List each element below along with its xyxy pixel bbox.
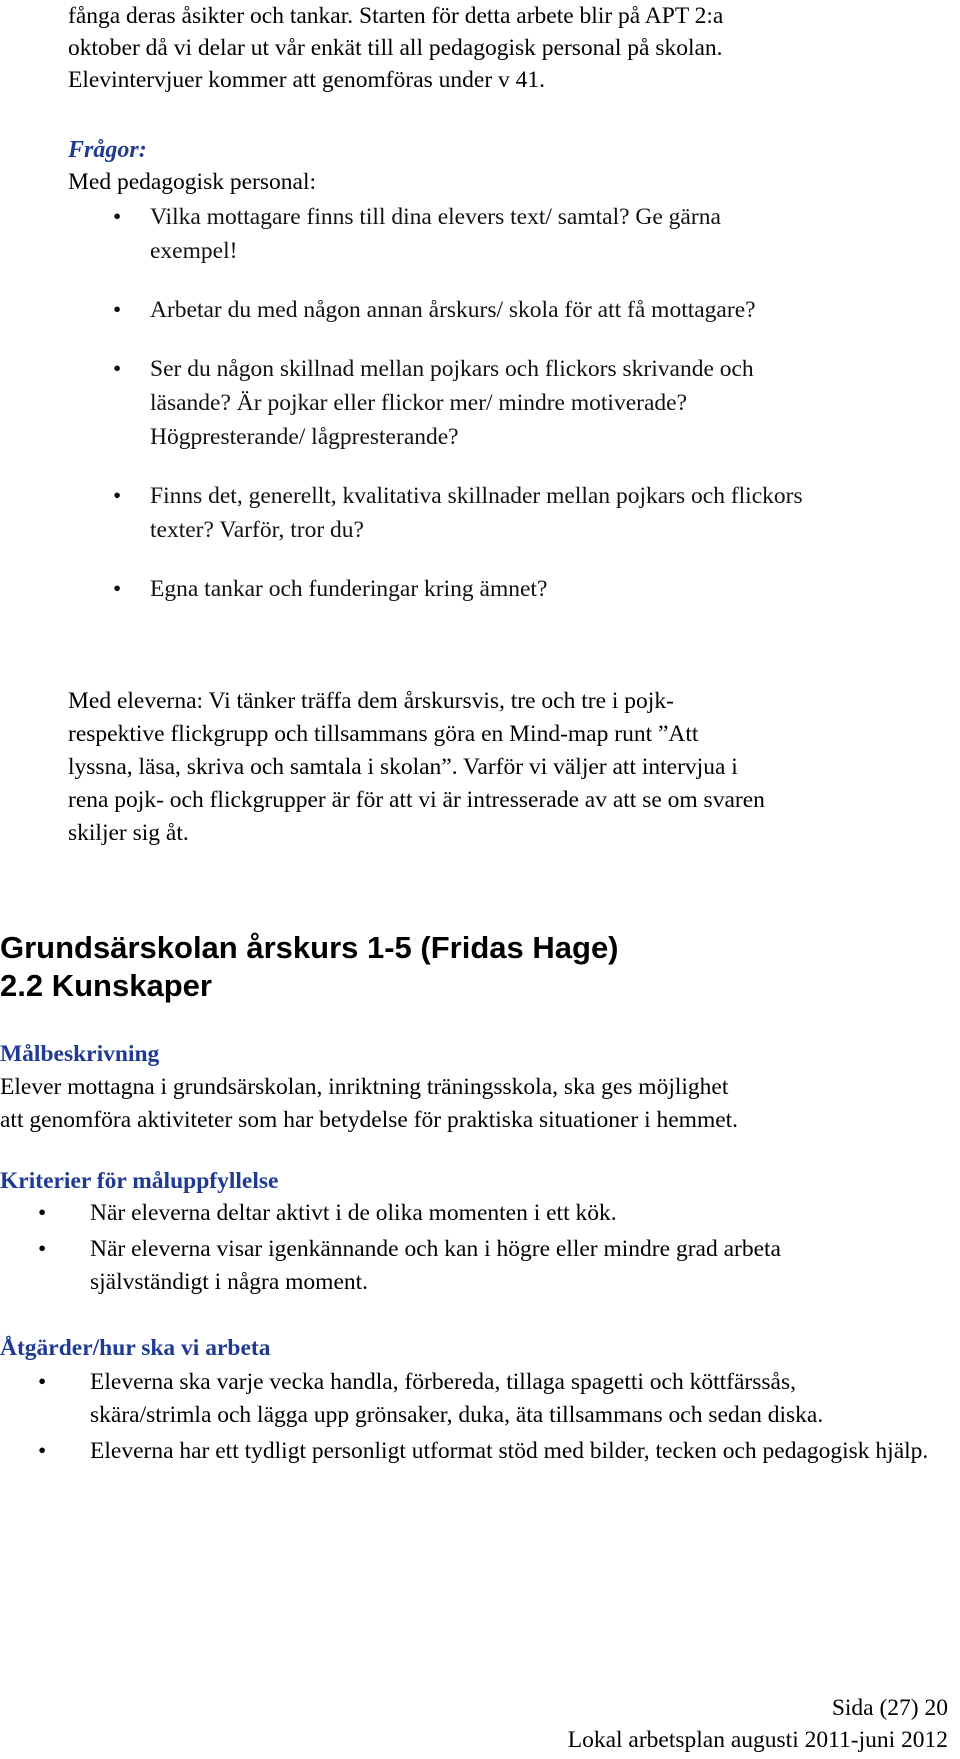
section-title: Grundsärskolan årskurs 1-5 (Fridas Hage) [0, 930, 619, 965]
students-paragraph [68, 685, 948, 850]
intro-line: Elevintervjuer kommer att genomföras under v 41. [68, 67, 546, 93]
actions-list [0, 1366, 950, 1471]
bullet-icon: • [38, 1369, 47, 1395]
students-line: rena pojk- och flickgrupper är för att vi är intresserade av att se om svaren [68, 787, 765, 813]
goal-line: Elever mottagna i grundsärskolan, inriktning träningsskola, ska ges möjlighet [0, 1074, 729, 1100]
intro-line: fånga deras åsikter och tankar. Starten för detta arbete blir på APT 2:a [68, 3, 724, 29]
question-text: Finns det, generellt, kvalitativa skillnader mellan pojkars och flickors texter? Varför, tror du? [150, 483, 803, 543]
list-item [0, 1366, 850, 1432]
list-item [0, 1197, 950, 1230]
students-line: Med eleverna: Vi tänker träffa dem årskursvis, tre och tre i pojk- [68, 688, 674, 714]
question-text: Egna tankar och funderingar kring ämnet? [150, 576, 548, 602]
bullet-icon: • [38, 1438, 47, 1464]
list-item [68, 479, 810, 547]
bullet-icon: • [113, 576, 122, 602]
actions-heading: Åtgärder/hur ska vi arbeta [0, 1335, 271, 1361]
question-text: Vilka mottagare finns till dina elevers text/ samtal? Ge gärna exempel! [150, 204, 721, 264]
list-item [0, 1233, 890, 1299]
bullet-icon: • [113, 204, 122, 230]
intro-line: oktober då vi delar ut vår enkät till all pedagogisk personal på skolan. [68, 35, 723, 61]
list-item [68, 352, 830, 454]
intro-paragraph [68, 0, 948, 96]
action-text: Eleverna har ett tydligt personligt utformat stöd med bilder, tecken och pedagogisk hjälp. [90, 1438, 929, 1464]
questions-heading: Frågor: [68, 137, 147, 163]
list-item [0, 1435, 950, 1468]
criteria-text: När eleverna deltar aktivt i de olika momenten i ett kök. [90, 1200, 617, 1226]
students-line: respektive flickgrupp och tillsammans göra en Mind-map runt ”Att [68, 721, 699, 747]
page-number: Sida (27) 20 [831, 1695, 948, 1721]
list-item [68, 293, 948, 327]
criteria-text: När eleverna visar igenkännande och kan i högre eller mindre grad arbeta självständigt i några moment. [90, 1236, 781, 1295]
section-subtitle: 2.2 Kunskaper [0, 968, 212, 1003]
action-text: Eleverna ska varje vecka handla, förbereda, tillaga spagetti och köttfärssås, skära/strimla och lägga upp grönsaker, duka, äta tillsammans och sedan diska. [90, 1369, 824, 1428]
students-line: lyssna, läsa, skriva och samtala i skolan”. Varför vi väljer att intervjua i [68, 754, 738, 780]
staff-label: Med pedagogisk personal: [68, 169, 317, 195]
bullet-icon: • [113, 297, 122, 323]
bullet-icon: • [38, 1200, 47, 1226]
goal-heading: Målbeskrivning [0, 1041, 160, 1067]
question-text: Arbetar du med någon annan årskurs/ skola för att få mottagare? [150, 297, 756, 323]
question-text: Ser du någon skillnad mellan pojkars och flickors skrivande och läsande? Är pojkar eller flickor mer/ mindre motiverade? Högpresterande/ lågpresterande? [150, 356, 754, 450]
bullet-icon: • [113, 483, 122, 509]
staff-question-list [68, 200, 948, 631]
list-item [68, 200, 790, 268]
document-footer-title: Lokal arbetsplan augusti 2011-juni 2012 [567, 1727, 948, 1753]
bullet-icon: • [113, 356, 122, 382]
criteria-list [0, 1197, 950, 1302]
criteria-heading: Kriterier för måluppfyllelse [0, 1168, 279, 1194]
list-item [68, 572, 948, 606]
bullet-icon: • [38, 1236, 47, 1262]
students-line: skiljer sig åt. [68, 820, 189, 846]
goal-line: att genomföra aktiviteter som har betydelse för praktiska situationer i hemmet. [0, 1107, 739, 1133]
goal-paragraph [0, 1071, 950, 1137]
